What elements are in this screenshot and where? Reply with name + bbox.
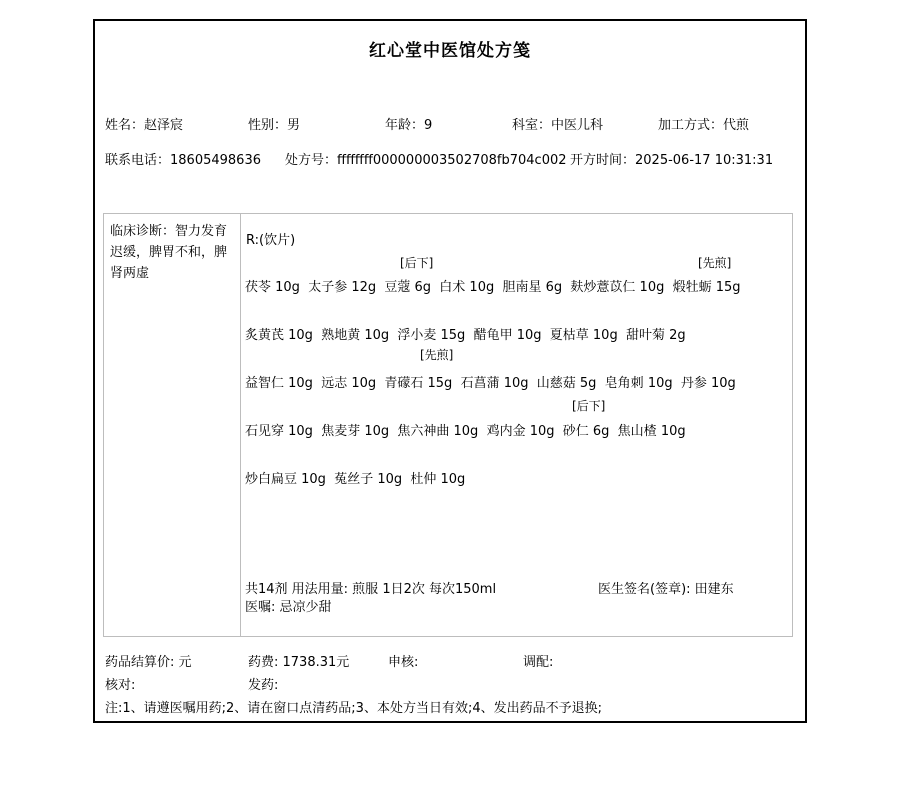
- field-label: 联系电话：: [105, 153, 171, 168]
- medical-advice: [245, 596, 332, 615]
- field-value: 2025-06-17 10:31:31: [635, 153, 774, 168]
- diagnosis-value: 智力发育迟缓，脾胃不和，脾肾两虚: [110, 224, 228, 281]
- field-check: 核对:: [105, 678, 136, 693]
- field-value: 元: [174, 655, 192, 670]
- field-label: 药费:: [248, 655, 283, 670]
- field-label: 开方时间：: [570, 153, 636, 168]
- field-processing-method: [658, 114, 749, 133]
- clinical-diagnosis: [104, 214, 241, 636]
- field-value: ffffffff000000003502708fb704c002: [337, 153, 567, 168]
- medicine-line: 炙黄芪 10g 熟地黄 10g 浮小麦 15g 醋龟甲 10g 夏枯草 10g 甜叶菊 2g: [245, 328, 686, 343]
- field-label: 科室：: [512, 118, 552, 133]
- field-review: 申核:: [388, 655, 419, 670]
- field-value: 男: [287, 118, 301, 133]
- field-patient-name: [105, 114, 183, 133]
- field-issue-time: [570, 149, 773, 168]
- field-value: 赵泽宸: [144, 118, 184, 133]
- field-label: 处方号：: [285, 153, 338, 168]
- field-label: 医生签名(签章):: [598, 582, 695, 597]
- process-tag-houxia: [后下]: [400, 256, 434, 270]
- doctor-signature: [598, 578, 734, 597]
- field-value: 忌凉少甜: [279, 600, 332, 615]
- field-settle-price: [105, 651, 192, 670]
- medicine-line: 石见穿 10g 焦麦芽 10g 焦六神曲 10g 鸡内金 10g 砂仁 6g 焦山楂 10g: [245, 424, 686, 439]
- rx-column: [241, 214, 792, 636]
- field-label: 性别：: [248, 118, 288, 133]
- medicine-line: 茯苓 10g 太子参 12g 豆蔻 6g 白术 10g 胆南星 6g 麸炒薏苡仁 10g 煅牡蛎 15g: [245, 280, 741, 295]
- field-age: [385, 114, 432, 133]
- prescription-page: [93, 19, 807, 723]
- field-value: 中医儿科: [551, 118, 604, 133]
- field-label: 加工方式：: [658, 118, 724, 133]
- field-label: 姓名：: [105, 118, 145, 133]
- field-value: 1738.31元: [282, 655, 350, 670]
- field-department: [512, 114, 603, 133]
- process-tag-houxia: [后下]: [572, 399, 606, 413]
- field-value: 18605498636: [170, 153, 261, 168]
- field-label: 医嘱:: [245, 600, 280, 615]
- field-value: 田建东: [694, 582, 734, 597]
- field-label: 药品结算价:: [105, 655, 175, 670]
- medicine-line: 炒白扁豆 10g 菟丝子 10g 杜仲 10g: [245, 472, 466, 487]
- field-dispense: 发药:: [248, 678, 279, 693]
- page-title: 红心堂中医馆处方笺: [369, 41, 531, 61]
- footer-note: 注:1、请遵医嘱用药;2、请在窗口点清药品;3、本处方当日有效;4、发出药品不予退换;: [105, 701, 602, 716]
- field-prepare: 调配:: [523, 655, 554, 670]
- process-tag-xianjian: [先煎]: [420, 348, 454, 362]
- medicine-line: 益智仁 10g 远志 10g 青礞石 15g 石菖蒲 10g 山慈菇 5g 皂角刺 10g 丹参 10g: [245, 376, 736, 391]
- field-fee: [248, 651, 349, 670]
- field-label: 年龄：: [385, 118, 425, 133]
- prescription-box: [103, 213, 793, 637]
- dosage-usage: 共14剂 用法用量: 煎服 1日2次 每次150ml: [245, 582, 497, 597]
- process-tag-xianjian: [先煎]: [698, 256, 732, 270]
- field-value: 9: [424, 118, 433, 133]
- field-phone: [105, 149, 261, 168]
- field-value: 代煎: [723, 118, 750, 133]
- rx-type: R:(饮片): [246, 233, 296, 248]
- field-gender: [248, 114, 300, 133]
- field-rx-number: [285, 149, 567, 168]
- diagnosis-label: 临床诊断：: [110, 224, 176, 239]
